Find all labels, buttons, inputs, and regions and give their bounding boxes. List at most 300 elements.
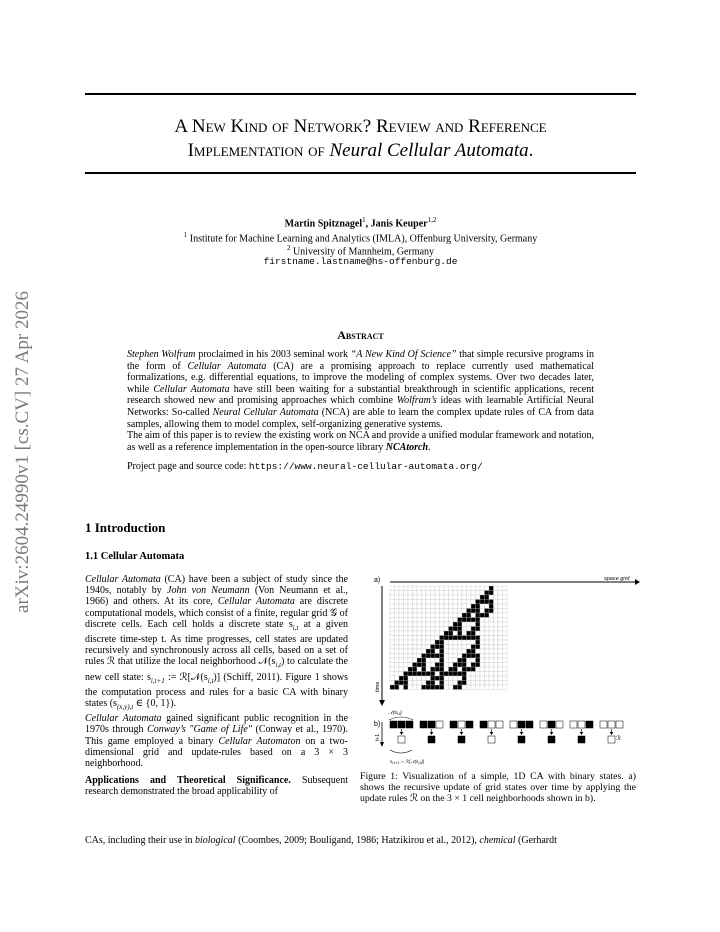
grid-cell [399, 631, 404, 636]
grid-cell [422, 640, 427, 645]
grid-cell [426, 649, 431, 654]
title-italic: Neural Cellular Automata [329, 140, 529, 161]
grid-cell [408, 609, 413, 614]
grid-cell [458, 609, 463, 614]
grid-cell [485, 591, 490, 596]
grid-cell [395, 631, 400, 636]
grid-cell [449, 681, 454, 686]
grid-cell [440, 676, 445, 681]
rule-arrowhead [490, 732, 494, 735]
grid-cell [462, 649, 467, 654]
grid-cell [431, 645, 436, 650]
grid-cell [449, 613, 454, 618]
grid-cell [435, 640, 440, 645]
grid-cell [458, 685, 463, 690]
grid-cell [417, 645, 422, 650]
grid-cell [485, 658, 490, 663]
grid-cell [471, 676, 476, 681]
grid-cell [471, 685, 476, 690]
grid-cell [426, 676, 431, 681]
grid-cell [413, 604, 418, 609]
grid-cell [404, 676, 409, 681]
grid-cell [444, 613, 449, 618]
grid-cell [467, 631, 472, 636]
rule-output-cell [428, 736, 435, 743]
grid-cell [489, 663, 494, 668]
rule-symbol: ℛ [616, 736, 621, 742]
rule-neighborhood-cell [458, 721, 465, 728]
grid-cell [399, 622, 404, 627]
grid-cell [440, 681, 445, 686]
rule-neighborhood-cell [518, 721, 525, 728]
grid-cell [431, 591, 436, 596]
grid-cell [417, 672, 422, 677]
grid-cell [444, 667, 449, 672]
grid-cell [399, 600, 404, 605]
grid-cell [408, 627, 413, 632]
grid-cell [399, 663, 404, 668]
grid-cell [431, 649, 436, 654]
grid-cell [462, 645, 467, 650]
grid-cell [485, 672, 490, 677]
grid-cell [395, 681, 400, 686]
grid-cell [440, 663, 445, 668]
grid-cell [449, 676, 454, 681]
grid-cell [399, 586, 404, 591]
panel-b-label: b) [374, 721, 381, 728]
grid-cell [467, 604, 472, 609]
grid-cell [413, 672, 418, 677]
grid-cell [449, 591, 454, 596]
grid-cell [498, 672, 503, 677]
grid-cell [498, 654, 503, 659]
grid-cell [435, 604, 440, 609]
grid-cell [485, 640, 490, 645]
grid-cell [494, 658, 499, 663]
rule-neighborhood-cell [428, 721, 435, 728]
grid-cell [408, 613, 413, 618]
grid-cell [444, 586, 449, 591]
grid-cell [390, 645, 395, 650]
grid-cell [395, 654, 400, 659]
grid-cell [449, 595, 454, 600]
grid-cell [449, 631, 454, 636]
grid-cell [476, 672, 481, 677]
grid-cell [449, 649, 454, 654]
grid-cell [458, 627, 463, 632]
grid-cell [462, 627, 467, 632]
grid-cell [435, 622, 440, 627]
rule-output-cell [398, 736, 405, 743]
grid-cell [471, 600, 476, 605]
project-url-link[interactable]: https://www.neural-cellular-automata.org/ [248, 461, 483, 473]
grid-cell [494, 595, 499, 600]
title-prefix: Implementation of [187, 140, 330, 161]
grid-cell [498, 622, 503, 627]
grid-cell [426, 685, 431, 690]
grid-cell [471, 667, 476, 672]
grid-cell [422, 595, 427, 600]
panel-a-label: a) [374, 577, 381, 584]
grid-cell [435, 591, 440, 596]
grid-cell [390, 600, 395, 605]
grid-cell [422, 685, 427, 690]
project-page-line: Project page and source code: https://www.neural-cellular-automata.org/ [127, 461, 483, 473]
grid-cell [404, 613, 409, 618]
grid-cell [485, 645, 490, 650]
grid-cell [480, 618, 485, 623]
grid-cell [390, 636, 395, 641]
grid-cell [462, 676, 467, 681]
grid-cell [440, 667, 445, 672]
rule-output-cell [548, 736, 555, 743]
grid-cell [404, 591, 409, 596]
section-heading-introduction: 1 Introduction [85, 520, 166, 535]
grid-cell [458, 604, 463, 609]
grid-cell [426, 600, 431, 605]
grid-cell [408, 618, 413, 623]
grid-cell [390, 604, 395, 609]
grid-cell [422, 618, 427, 623]
grid-cell [390, 591, 395, 596]
grid-cell [440, 645, 445, 650]
grid-cell [408, 658, 413, 663]
grid-cell [422, 676, 427, 681]
grid-cell [498, 631, 503, 636]
grid-cell [467, 618, 472, 623]
rule-neighborhood-cell [488, 721, 495, 728]
grid-cell [426, 645, 431, 650]
grid-cell [417, 622, 422, 627]
grid-cell [498, 663, 503, 668]
grid-cell [426, 604, 431, 609]
grid-cell [431, 604, 436, 609]
grid-cell [408, 631, 413, 636]
grid-cell [431, 685, 436, 690]
grid-cell [404, 627, 409, 632]
grid-cell [408, 591, 413, 596]
grid-cell [417, 595, 422, 600]
grid-cell [395, 672, 400, 677]
grid-cell [494, 640, 499, 645]
grid-cell [435, 676, 440, 681]
grid-cell [431, 663, 436, 668]
grid-cell [462, 681, 467, 686]
grid-cell [408, 645, 413, 650]
rule-neighborhood-cell [548, 721, 555, 728]
grid-cell [494, 600, 499, 605]
grid-cell [485, 613, 490, 618]
grid-cell [467, 649, 472, 654]
grid-cell [413, 586, 418, 591]
grid-cell [440, 595, 445, 600]
grid-cell [453, 685, 458, 690]
grid-cell [440, 640, 445, 645]
grid-cell [467, 622, 472, 627]
grid-cell [399, 658, 404, 663]
grid-cell [404, 681, 409, 686]
grid-cell [462, 658, 467, 663]
grid-cell [417, 618, 422, 623]
grid-cell [431, 622, 436, 627]
rule-neighborhood-cell [398, 721, 405, 728]
grid-cell [417, 613, 422, 618]
grid-cell [413, 622, 418, 627]
grid-cell [503, 640, 508, 645]
grid-cell [440, 627, 445, 632]
rule-neighborhood-cell [450, 721, 457, 728]
grid-cell [489, 672, 494, 677]
grid-cell [395, 645, 400, 650]
grid-cell [503, 600, 508, 605]
grid-cell [480, 645, 485, 650]
grid-cell [426, 618, 431, 623]
author-list [85, 214, 636, 230]
grid-cell [408, 640, 413, 645]
grid-cell [471, 595, 476, 600]
author-1-sup: 1 [362, 216, 366, 224]
grid-cell [453, 681, 458, 686]
grid-cell [453, 631, 458, 636]
grid-cell [408, 586, 413, 591]
grid-cell [413, 685, 418, 690]
grid-cell [426, 672, 431, 677]
grid-cell [494, 631, 499, 636]
title-suffix: . [528, 140, 534, 161]
grid-cell [485, 636, 490, 641]
grid-cell [444, 618, 449, 623]
grid-cell [426, 640, 431, 645]
grid-cell [494, 667, 499, 672]
arxiv-identifier: arXiv:2604.24990v1 [cs.CV] 27 Apr 2026 [12, 291, 33, 613]
grid-cell [476, 663, 481, 668]
grid-cell [404, 600, 409, 605]
grid-cell [444, 663, 449, 668]
grid-cell [467, 654, 472, 659]
rule-arrowhead [610, 732, 614, 735]
grid-cell [431, 636, 436, 641]
grid-cell [408, 681, 413, 686]
grid-cell [426, 663, 431, 668]
grid-cell [408, 622, 413, 627]
grid-cell [413, 663, 418, 668]
grid-cell [476, 604, 481, 609]
grid-cell [453, 609, 458, 614]
grid-cell [422, 654, 427, 659]
grid-cell [480, 591, 485, 596]
grid-cell [417, 591, 422, 596]
grid-cell [480, 586, 485, 591]
grid-cell [503, 667, 508, 672]
author-sep: , [365, 218, 371, 230]
body-full-width-line: CAs, including their use in biological (Coombes, 2009; Bouligand, 1986; Hatzikirou et al., 2012), chemical (Gerhardt [85, 835, 557, 846]
paper-title-line2 [85, 139, 636, 163]
grid-cell [413, 595, 418, 600]
grid-cell [503, 613, 508, 618]
grid-cell [417, 631, 422, 636]
grid-cell [426, 631, 431, 636]
grid-cell [471, 645, 476, 650]
grid-cell [471, 681, 476, 686]
grid-cell [417, 640, 422, 645]
grid-cell [462, 631, 467, 636]
grid-cell [422, 604, 427, 609]
ca-grid [390, 586, 507, 690]
grid-cell [498, 681, 503, 686]
grid-cell [462, 591, 467, 596]
grid-cell [404, 685, 409, 690]
grid-cell [413, 681, 418, 686]
figure-1-svg [360, 572, 640, 767]
grid-cell [404, 658, 409, 663]
grid-cell [476, 622, 481, 627]
grid-cell [440, 658, 445, 663]
grid-cell [390, 685, 395, 690]
neighborhood-label: $𝒩(s_{i,t})$ [388, 710, 402, 716]
grid-cell [498, 640, 503, 645]
grid-cell [440, 613, 445, 618]
rule-neighborhood-cell [526, 721, 533, 728]
grid-cell [476, 618, 481, 623]
grid-cell [440, 622, 445, 627]
grid-cell [422, 658, 427, 663]
grid-cell [422, 667, 427, 672]
grid-cell [476, 658, 481, 663]
rule-neighborhood-cell [570, 721, 577, 728]
grid-cell [440, 609, 445, 614]
grid-cell [485, 663, 490, 668]
grid-cell [458, 676, 463, 681]
grid-cell [498, 636, 503, 641]
t1-label: t+1 [375, 733, 381, 741]
grid-cell [462, 672, 467, 677]
grid-cell [444, 685, 449, 690]
grid-cell [431, 654, 436, 659]
grid-cell [449, 645, 454, 650]
grid-cell [417, 658, 422, 663]
grid-cell [426, 622, 431, 627]
grid-cell [485, 654, 490, 659]
grid-cell [431, 600, 436, 605]
grid-cell [476, 667, 481, 672]
grid-cell [462, 613, 467, 618]
grid-cell [453, 604, 458, 609]
grid-cell [408, 672, 413, 677]
grid-cell [426, 586, 431, 591]
grid-cell [503, 676, 508, 681]
grid-cell [404, 622, 409, 627]
grid-cell [462, 604, 467, 609]
grid-cell [467, 591, 472, 596]
grid-cell [480, 654, 485, 659]
grid-cell [498, 613, 503, 618]
grid-cell [417, 676, 422, 681]
grid-cell [413, 609, 418, 614]
grid-cell [444, 627, 449, 632]
grid-cell [480, 681, 485, 686]
grid-cell [503, 609, 508, 614]
grid-cell [503, 636, 508, 641]
grid-cell [435, 667, 440, 672]
grid-cell [476, 627, 481, 632]
grid-cell [404, 645, 409, 650]
grid-cell [404, 640, 409, 645]
space-axis-arrowhead [635, 579, 640, 585]
grid-cell [426, 667, 431, 672]
grid-cell [471, 609, 476, 614]
grid-cell [462, 618, 467, 623]
grid-cell [449, 672, 454, 677]
grid-cell [489, 586, 494, 591]
aff1-sup: 1 [183, 231, 188, 239]
grid-cell [476, 645, 481, 650]
grid-cell [462, 654, 467, 659]
grid-cell [444, 595, 449, 600]
grid-cell [498, 618, 503, 623]
grid-cell [485, 649, 490, 654]
rule-output-cell [518, 736, 525, 743]
grid-cell [471, 627, 476, 632]
grid-cell [498, 685, 503, 690]
grid-cell [399, 676, 404, 681]
grid-cell [471, 622, 476, 627]
grid-cell [399, 654, 404, 659]
grid-cell [444, 631, 449, 636]
grid-cell [476, 600, 481, 605]
grid-cell [408, 676, 413, 681]
grid-cell [480, 672, 485, 677]
grid-cell [467, 627, 472, 632]
grid-cell [417, 636, 422, 641]
grid-cell [426, 636, 431, 641]
grid-cell [453, 658, 458, 663]
grid-cell [395, 627, 400, 632]
grid-cell [422, 631, 427, 636]
space-grid-label: space grid [604, 576, 630, 582]
grid-cell [453, 663, 458, 668]
rule-neighborhood-cell [436, 721, 443, 728]
grid-cell [449, 654, 454, 659]
grid-cell [404, 609, 409, 614]
grid-cell [489, 640, 494, 645]
grid-cell [399, 604, 404, 609]
grid-cell [404, 654, 409, 659]
grid-cell [471, 672, 476, 677]
grid-cell [503, 586, 508, 591]
grid-cell [494, 627, 499, 632]
grid-cell [413, 654, 418, 659]
grid-cell [395, 586, 400, 591]
grid-cell [494, 622, 499, 627]
grid-cell [449, 685, 454, 690]
grid-cell [471, 640, 476, 645]
grid-cell [467, 609, 472, 614]
grid-cell [399, 667, 404, 672]
body-paragraph-3: Applications and Theoretical Significance. Subsequent research demonstrated the broad applicability of [85, 775, 348, 798]
grid-cell [408, 654, 413, 659]
grid-cell [435, 658, 440, 663]
grid-cell [494, 636, 499, 641]
grid-cell [453, 622, 458, 627]
grid-cell [404, 667, 409, 672]
grid-cell [498, 667, 503, 672]
grid-cell [390, 676, 395, 681]
grid-cell [440, 591, 445, 596]
grid-cell [426, 613, 431, 618]
grid-cell [467, 663, 472, 668]
grid-cell [390, 627, 395, 632]
grid-cell [476, 609, 481, 614]
